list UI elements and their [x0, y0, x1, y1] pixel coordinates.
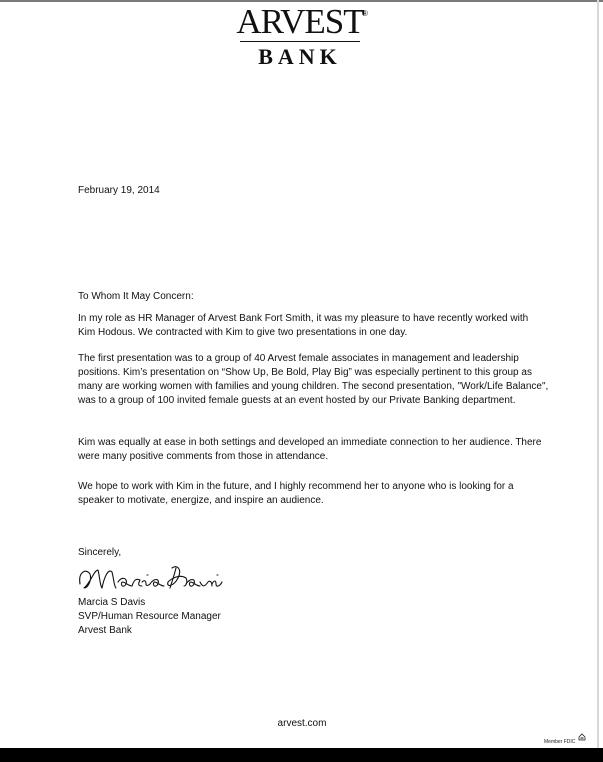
footer-website: arvest.com	[277, 718, 327, 729]
logo-wordmark: ARVEST	[236, 2, 364, 41]
fdic-member-text: Member FDIC	[544, 739, 576, 745]
signer-organization: Arvest Bank	[78, 625, 132, 636]
signer-title: SVP/Human Resource Manager	[78, 611, 221, 622]
right-border	[597, 0, 599, 762]
bottom-bar	[0, 748, 603, 762]
paragraph-2: The first presentation was to a group of 40 Arvest female associates in management and leadership positions. Kim’s presentation on “Show Up, Be Bold, Play Big” was especially pertinent to this group as many are working women with families and young children. The second presentation, "Work/Life Balance", was to a group of 100 invited female guests at an event hosted by our Private Banking department.	[78, 353, 549, 406]
arvest-bank-logo	[236, 2, 372, 72]
handwritten-signature	[76, 560, 224, 596]
registered-mark: ®	[362, 9, 368, 18]
letter-date: February 19, 2014	[78, 185, 160, 196]
signer-name: Marcia S Davis	[78, 597, 146, 608]
paragraph-1: In my role as HR Manager of Arvest Bank Fort Smith, it was my pleasure to have recently worked with Kim Hodous. We contracted with Kim to give two presentations in one day.	[78, 313, 529, 338]
paragraph-3: Kim was equally at ease in both settings and developed an immediate connection to her audience. There were many positive comments from those in attendance.	[78, 437, 542, 462]
equal-housing-icon	[578, 733, 586, 741]
paragraph-4: We hope to work with Kim in the future, and I highly recommend her to anyone who is looking for a speaker to motivate, energize, and inspire an audience.	[78, 481, 514, 506]
salutation: To Whom It May Concern:	[78, 291, 194, 302]
logo-bank-text: BANK	[258, 44, 342, 69]
logo-divider	[240, 41, 360, 42]
closing: Sincerely,	[78, 547, 122, 558]
